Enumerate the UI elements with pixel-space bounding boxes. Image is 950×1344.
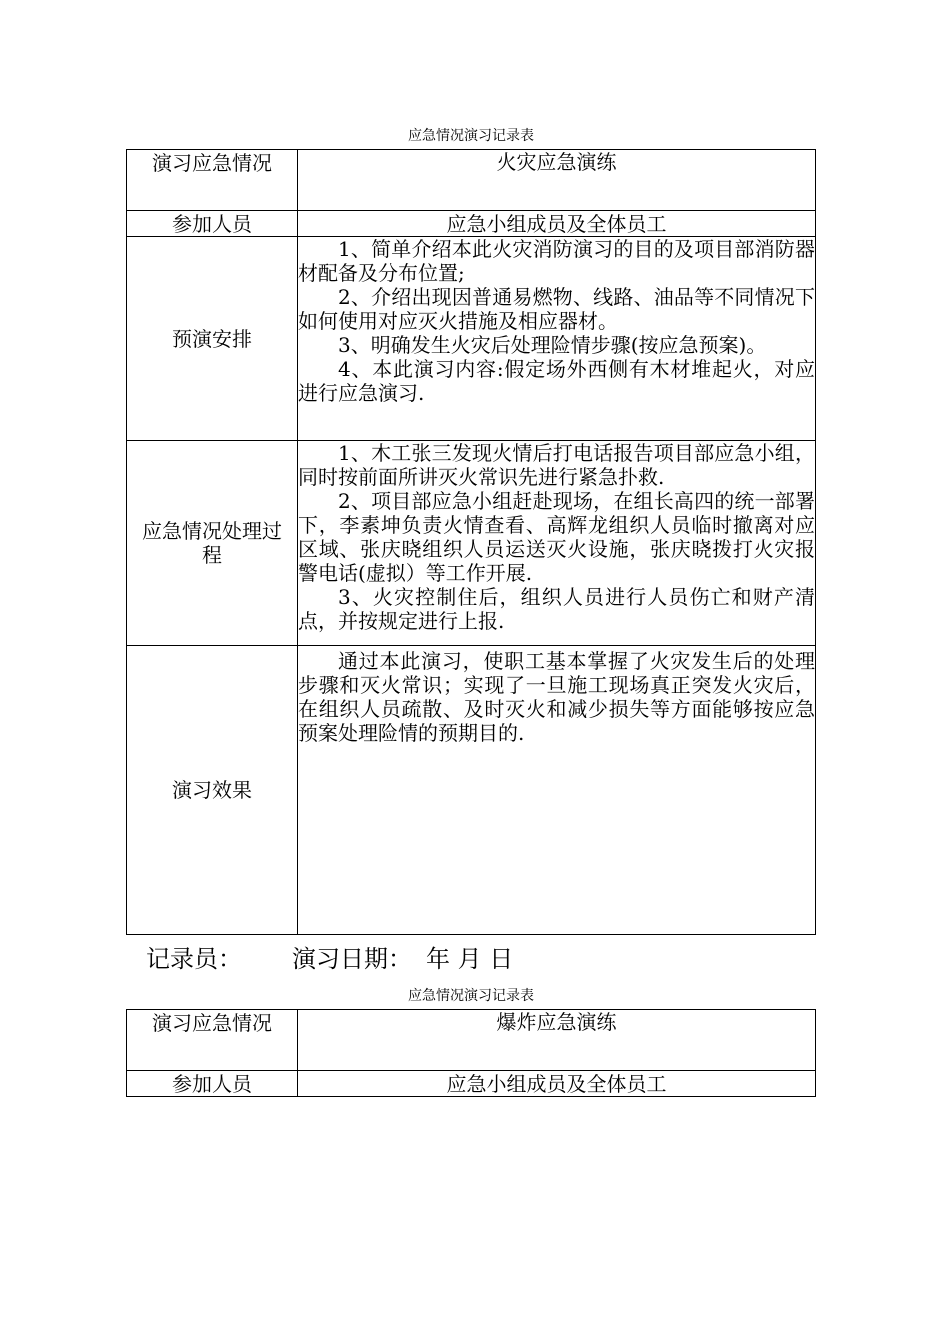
effect-row (127, 646, 816, 935)
record-title: 应急情况演习记录表 (408, 988, 534, 1004)
process-row (127, 441, 816, 646)
drill-record-table (126, 1009, 816, 1097)
process-label: 应急情况处理过程 (127, 441, 298, 646)
participants-value: 应急小组成员及全体员工 (298, 1071, 816, 1097)
record-footer (146, 945, 513, 973)
scenario-row (127, 150, 816, 211)
drill-record-table (126, 149, 816, 935)
plan-content (298, 237, 816, 441)
process-content (298, 441, 816, 646)
plan-item: 2、介绍出现因普通易燃物、线路、油品等不同情况下如何使用对应灭火措施及相应器材。 (298, 285, 815, 333)
participants-label: 参加人员 (127, 211, 298, 237)
record-title: 应急情况演习记录表 (408, 128, 534, 144)
process-item: 1、木工张三发现火情后打电话报告项目部应急小组，同时按前面所讲灭火常识先进行紧急扑救. (298, 441, 815, 489)
participants-label: 参加人员 (127, 1071, 298, 1097)
participants-row (127, 1071, 816, 1097)
effect-text: 通过本此演习，使职工基本掌握了火灾发生后的处理步骤和灭火常识；实现了一旦施工现场真正突发火灾后，在组织人员疏散、及时灭火和减少损失等方面能够按应急预案处理险情的预期目的. (298, 649, 815, 745)
effect-content (298, 646, 816, 935)
plan-item: 1、简单介绍本此火灾消防演习的目的及项目部消防器材配备及分布位置; (298, 237, 815, 285)
scenario-label: 演习应急情况 (127, 150, 298, 211)
scenario-value: 火灾应急演练 (298, 150, 816, 211)
scenario-value: 爆炸应急演练 (298, 1010, 816, 1071)
scenario-row (127, 1010, 816, 1071)
participants-row (127, 211, 816, 237)
process-item: 3、火灾控制住后，组织人员进行人员伤亡和财产清点，并按规定进行上报. (298, 585, 815, 633)
scenario-label: 演习应急情况 (127, 1010, 298, 1071)
recorder-label: 记录员： (146, 945, 242, 973)
effect-label: 演习效果 (127, 646, 298, 935)
plan-label: 预演安排 (127, 237, 298, 441)
plan-item: 4、本此演习内容:假定场外西侧有木材堆起火，对应进行应急演习. (298, 357, 815, 405)
drill-date-label: 演习日期： (292, 945, 412, 973)
plan-row (127, 237, 816, 441)
plan-item: 3、明确发生火灾后处理险情步骤(按应急预案)。 (338, 333, 767, 357)
process-item: 2、项目部应急小组赶赴现场，在组长高四的统一部署下，李素坤负责火情查看、高辉龙组织人员临时撤离对应区域、张庆晓组织人员运送灭火设施，张庆晓拨打火灾报警电话(虚拟）等工作开展. (298, 489, 815, 585)
participants-value: 应急小组成员及全体员工 (298, 211, 816, 237)
drill-date-value: 年 月 日 (426, 945, 514, 973)
